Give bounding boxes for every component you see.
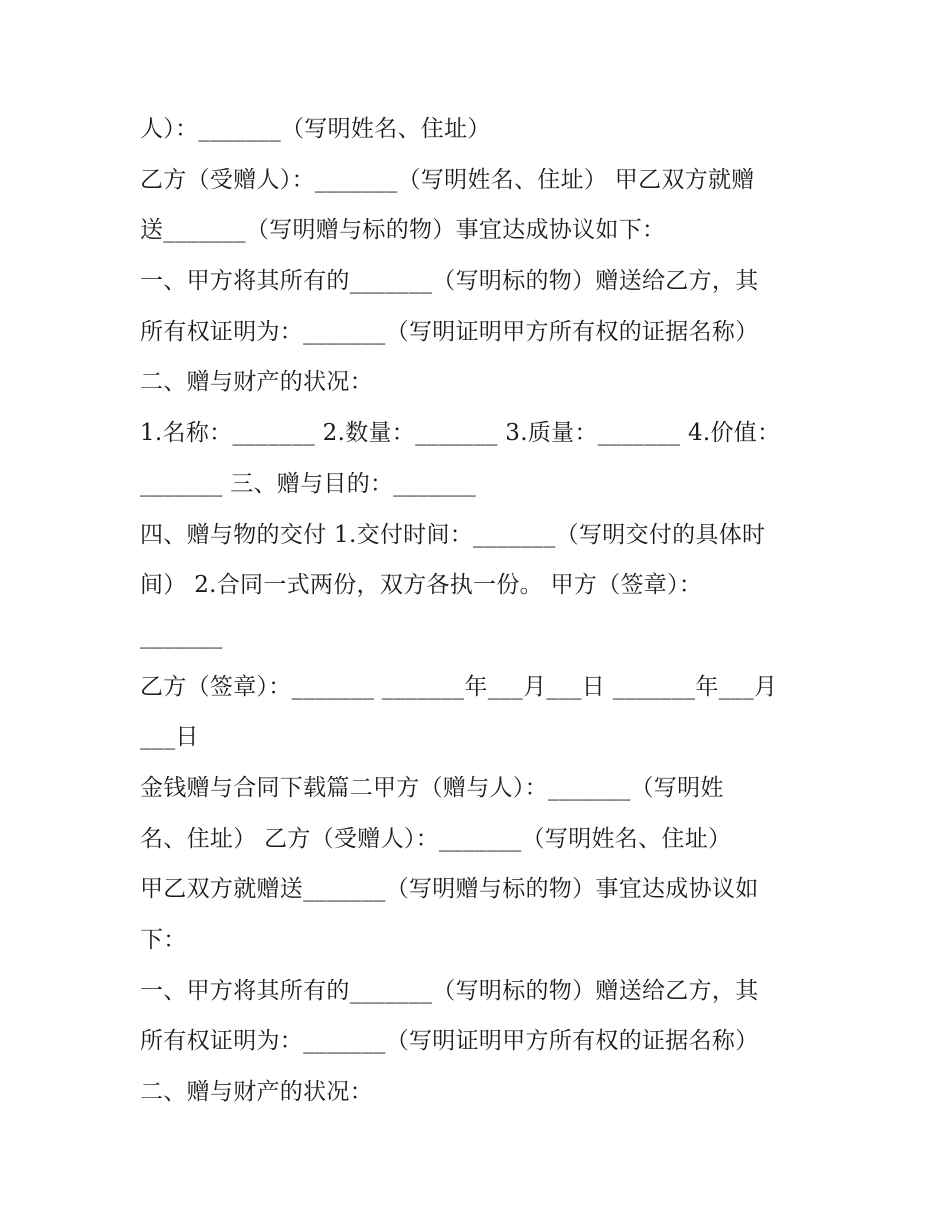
text-line: 所有权证明为：_______（写明证明甲方所有权的证据名称）: [140, 318, 759, 345]
document-body: [140, 104, 820, 1118]
text-line: 金钱赠与合同下载篇二甲方（赠与人）：_______（写明姓: [140, 774, 724, 801]
text-line: 送_______（写明赠与标的物）事宜达成协议如下：: [140, 217, 666, 244]
text-line: 间） 2.合同一式两份，双方各执一份。 甲方（签章）：: [140, 572, 703, 599]
text-line: 乙方（受赠人）：_______（写明姓名、住址） 甲乙双方就赠: [140, 166, 755, 193]
text-line: 乙方（签章）：_______ _______年___月___日 _______年___月: [140, 673, 778, 700]
signature-blank: _______: [140, 622, 223, 649]
text-line: 人）：_______（写明姓名、住址）: [140, 116, 491, 142]
text-line: _______ 三、赠与目的：_______: [140, 470, 476, 497]
text-line: 甲乙双方就赠送_______（写明赠与标的物）事宜达成协议如: [140, 876, 759, 903]
text-line: 所有权证明为：_______（写明证明甲方所有权的证据名称）: [140, 1028, 759, 1055]
section-heading: 二、赠与财产的状况：: [140, 1079, 373, 1106]
text-line: 四、赠与物的交付 1.交付时间：_______（写明交付的具体时: [140, 521, 766, 548]
text-line: 下：: [140, 927, 187, 953]
text-line: 1.名称：_______ 2.数量：_______ 3.质量：_______ 4.价值：: [140, 420, 781, 447]
text-line: 名、住址） 乙方（受赠人）：_______（写明姓名、住址）: [140, 825, 732, 852]
text-line: ___日: [140, 724, 199, 751]
text-line: 一、甲方将其所有的_______（写明标的物）赠送给乙方，其: [140, 268, 759, 295]
text-line: 一、甲方将其所有的_______（写明标的物）赠送给乙方，其: [140, 977, 759, 1004]
section-heading: 二、赠与财产的状况：: [140, 369, 373, 396]
